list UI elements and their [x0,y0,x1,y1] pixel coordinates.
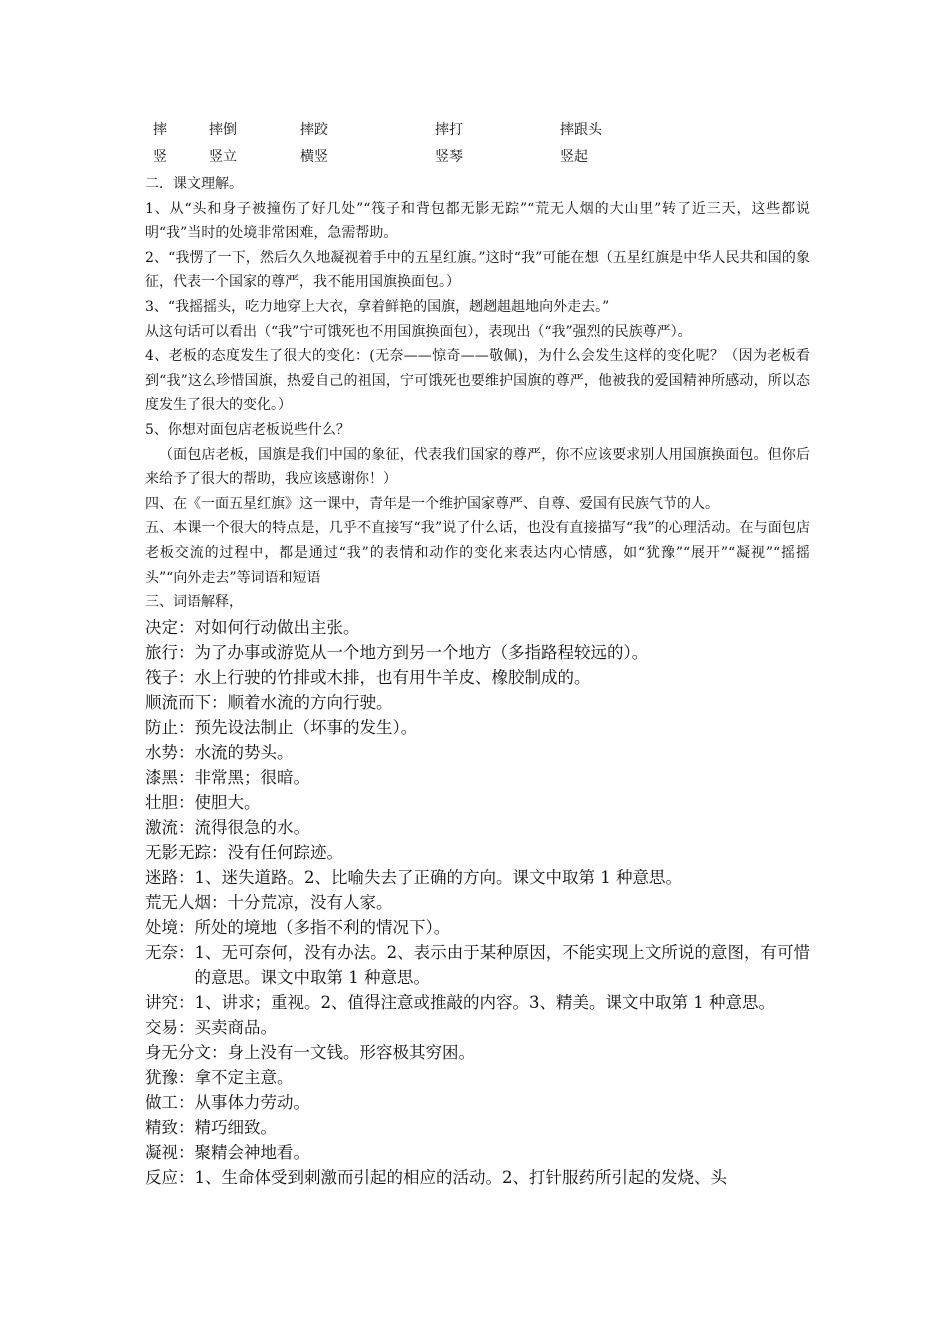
word: 摔打 [435,122,463,138]
term-word: 交易： [145,1018,195,1037]
term-entry [145,1140,810,1165]
term-entry [145,1165,810,1190]
term-entry [145,865,810,890]
term-entry [145,1065,810,1090]
term-definition: 从事体力劳动。 [194,1093,310,1112]
term-definition: 聚精会神地看。 [194,1143,310,1162]
paragraph: 3、“我摇摇头，吃力地穿上大衣，拿着鲜艳的国旗，趔趔趄趄地向外走去。” [145,298,610,315]
term-definition: 买卖商品。 [194,1018,277,1037]
term-word: 水势： [145,743,195,762]
term-entry [145,790,810,815]
term-word: 处境： [145,918,195,937]
term-definition: 流得很急的水。 [194,818,310,837]
term-word: 迷路： [145,868,195,887]
paragraph: 1、从“头和身子被撞伤了好几处”“筏子和背包都无影无踪”“荒无人烟的大山里”转了近三天，这些都说明“我”当时的处境非常困难，急需帮助。 [145,200,810,242]
term-word: 激流： [145,818,195,837]
paragraph: 5、你想对面包店老板说些什么？ [145,421,350,438]
term-definition: 水流的势头。 [194,743,294,762]
term-definition: 非常黑；很暗。 [194,768,310,787]
word-row-shu [153,146,853,168]
comprehension-section [145,172,810,615]
term-word: 身无分文： [145,1043,228,1062]
term-word: 壮胆： [145,793,195,812]
term-entry [145,1115,810,1140]
word: 竖立 [209,149,237,165]
vocabulary-list [145,615,810,1190]
term-entry [145,690,810,715]
word: 摔倒 [209,122,237,138]
term-definition: 身上没有一文钱。形容极其穷困。 [227,1043,475,1062]
word: 竖 [153,149,167,165]
term-definition: 1、无可奈何，没有办法。2、表示由于某种原因，不能实现上文所说的意图，有可惜的意思。课文中取第 1 种意思。 [194,943,810,987]
paragraph: 四、在《一面五星红旗》这一课中，青年是一个维护国家尊严、自尊、爱国有民族气节的人。 [145,495,719,512]
term-definition: 1、生命体受到刺激而引起的相应的活动。2、打针服药所引起的发烧、头 [194,1168,727,1187]
term-entry [145,1040,810,1065]
word: 竖琴 [435,149,463,165]
paragraph: 从这句话可以看出（“我”宁可饿死也不用国旗换面包），表现出（“我”强烈的民族尊严）。 [145,323,692,340]
term-definition: 为了办事或游览从一个地方到另一个地方（多指路程较远的）。 [194,643,649,662]
term-definition: 所处的境地（多指不利的情况下）。 [194,918,451,937]
word: 摔跟头 [560,122,602,138]
paragraph: （面包店老板，国旗是我们中国的象征，代表我们国家的尊严，你不应该要求别人用国旗换面包。但你后来给予了很大的帮助，我应该感谢你！） [145,446,810,488]
term-entry [145,715,810,740]
term-word: 旅行： [145,643,195,662]
term-entry [145,990,810,1015]
term-entry [145,1015,810,1040]
term-entry [145,1090,810,1115]
term-word: 防止： [145,718,195,737]
term-definition: 拿不定主意。 [194,1068,294,1087]
term-word: 凝视： [145,1143,195,1162]
term-entry [145,765,810,790]
term-entry [145,915,810,940]
word: 摔 [153,122,167,138]
term-entry [145,890,810,915]
term-definition: 没有任何踪迹。 [227,843,343,862]
term-entry [145,615,810,640]
paragraph: 五、本课一个很大的特点是，几乎不直接写“我”说了什么话，也没有直接描写“我”的心理活动。在与面包店老板交流的过程中，都是通过“我”的表情和动作的变化来表达内心情感，如“犹豫”“展开”“凝视”“摇摇头”“向外走去”等词语和短语 [145,520,810,586]
term-entry [145,940,810,990]
word: 横竖 [300,149,328,165]
term-word: 精致： [145,1118,195,1137]
term-word: 反应： [145,1168,195,1187]
word: 摔跤 [300,122,328,138]
word: 竖起 [560,149,588,165]
term-definition: 预先设法制止（坏事的发生）。 [194,718,418,737]
term-word: 讲究： [145,993,195,1012]
term-definition: 顺着水流的方向行驶。 [227,693,393,712]
word-row-shuai [153,119,853,141]
term-word: 无影无踪： [145,843,228,862]
paragraph: 2、“我愣了一下，然后久久地凝视着手中的五星红旗。”这时“我”可能在想（五星红旗是中华人民共和国的象征，代表一个国家的尊严，我不能用国旗换面包。） [145,249,810,291]
term-entry [145,665,810,690]
term-definition: 精巧细致。 [194,1118,277,1137]
term-word: 顺流而下： [145,693,228,712]
term-word: 做工： [145,1093,195,1112]
term-entry [145,740,810,765]
term-word: 决定： [145,618,195,637]
term-word: 犹豫： [145,1068,195,1087]
term-word: 无奈： [145,943,195,962]
term-definition: 水上行驶的竹排或木排，也有用牛羊皮、橡胶制成的。 [194,668,591,687]
section-heading: 三、词语解释， [145,594,243,611]
paragraph: 4、老板的态度发生了很大的变化：(无奈——惊奇——敬佩)，为什么会发生这样的变化呢？（因为老板看到“我”这么珍惜国旗，热爱自己的祖国，宁可饿死也要维护国旗的尊严，他被我的爱国精神所感动，所以态度发生了很大的变化。） [145,348,810,414]
term-word: 筏子： [145,668,195,687]
term-word: 漆黑： [145,768,195,787]
term-word: 荒无人烟： [145,893,228,912]
term-entry [145,840,810,865]
term-definition: 对如何行动做出主张。 [194,618,360,637]
term-definition: 1、迷失道路。2、比喻失去了正确的方向。课文中取第 1 种意思。 [194,868,682,887]
term-entry [145,815,810,840]
term-entry [145,640,810,665]
section-heading: 二．课文理解。 [145,176,243,192]
term-definition: 十分荒凉，没有人家。 [227,893,393,912]
term-definition: 1、讲求；重视。2、值得注意或推敲的内容。3、精美。课文中取第 1 种意思。 [194,993,775,1012]
term-definition: 使胆大。 [194,793,261,812]
